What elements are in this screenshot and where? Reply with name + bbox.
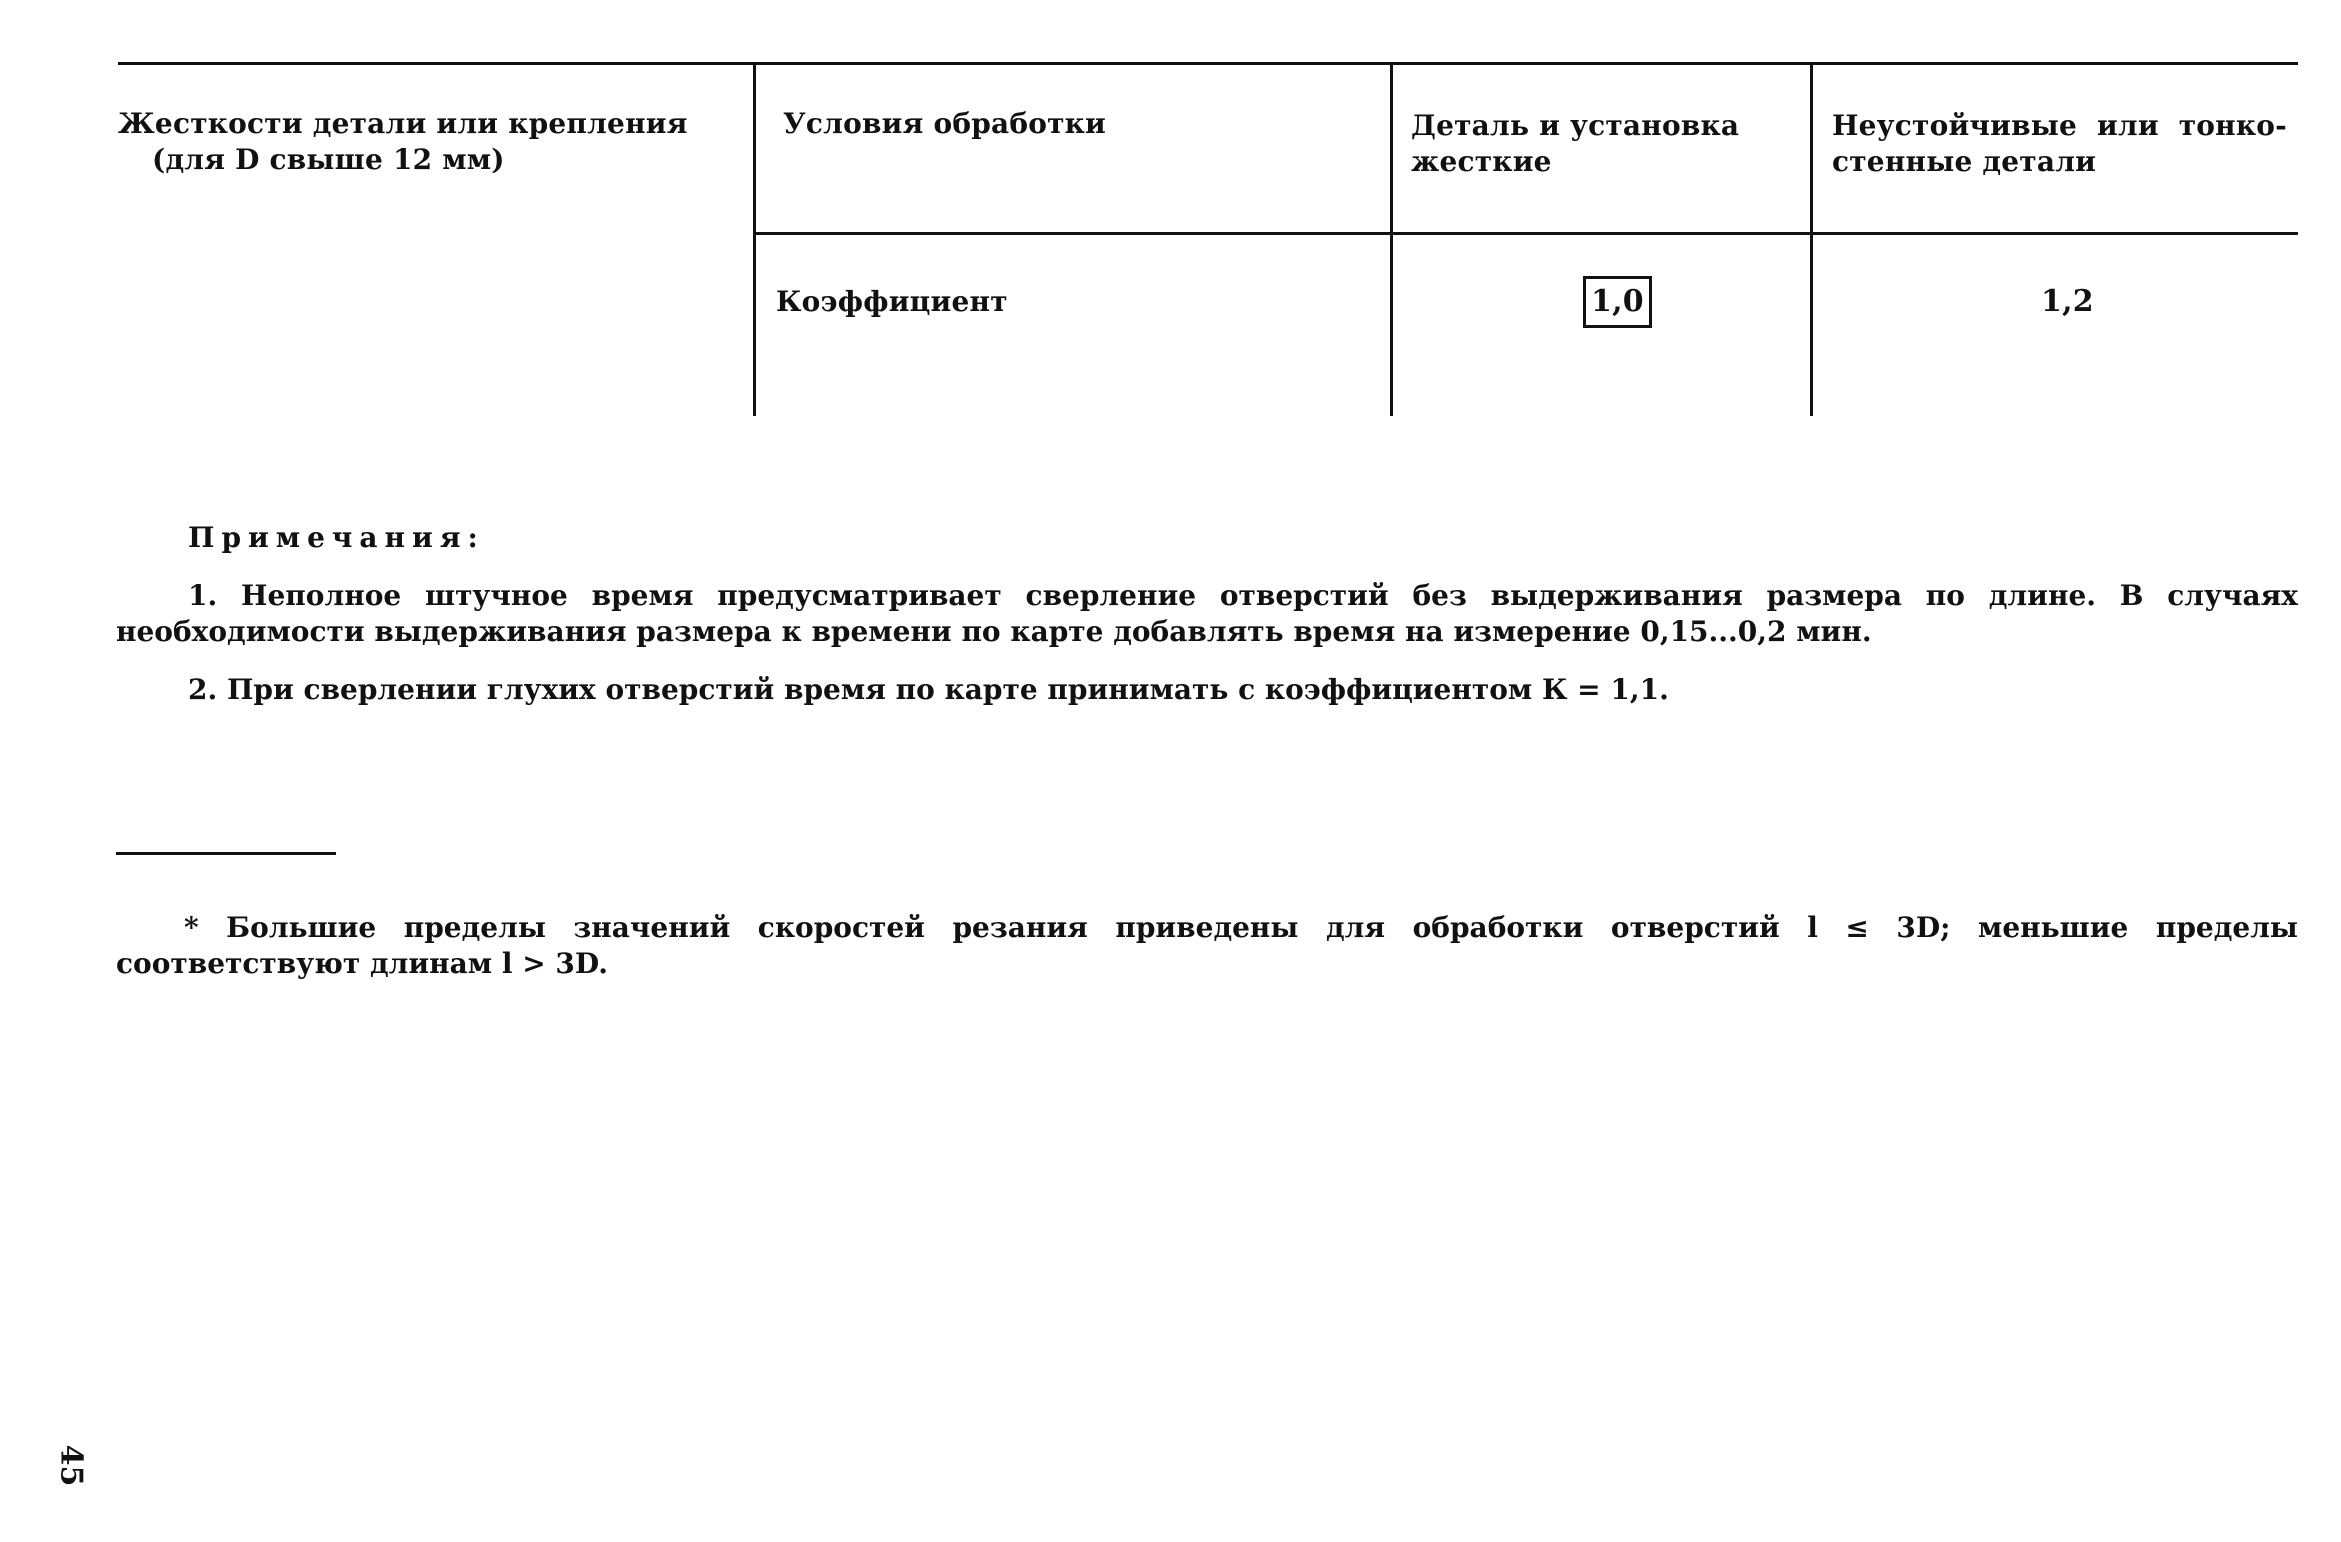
table-column-divider: [1390, 64, 1393, 416]
table-column-divider: [1810, 64, 1813, 416]
table-column-divider: [753, 64, 756, 416]
thin-header-line1: Неустойчивые или тонко-: [1832, 109, 2287, 142]
coefficient-rigid-value: 1,0: [1583, 276, 1652, 328]
page-number: 45: [53, 1444, 89, 1487]
footnote: * Большие пределы значений скоростей резания приведены для обработки отверстий l ≤ 3D; меньшие пределы соответствуют длинам l > 3D.: [116, 911, 2298, 980]
rigid-header-line2: жесткие: [1411, 145, 1552, 178]
notes-section: [116, 520, 2298, 730]
table-top-rule: [118, 62, 2298, 65]
note-2: 2. При сверлении глухих отверстий время по карте принимать с коэффициентом К = 1,1.: [188, 673, 1669, 706]
table-header-divider: [755, 232, 2298, 235]
rigidity-coefficient-table: [118, 62, 2298, 418]
thin-wall-header-cell: [1832, 108, 2287, 180]
note-1: 1. Неполное штучное время предусматривает сверление отверстий без выдерживания размера по длине. В случаях необходимости выдерживания размера к времени по карте добавлять время на измерение 0,15...0,2 мин.: [116, 579, 2298, 648]
rigidity-header-line1: Жесткости детали или крепления: [118, 107, 688, 140]
rigidity-header-line2: (для D свыше 12 мм): [152, 143, 505, 176]
coefficient-thin-value: 1,2: [2041, 284, 2094, 319]
coefficient-label-cell: Коэффициент: [776, 285, 1008, 318]
notes-title: Примечания:: [188, 521, 485, 554]
conditions-header-cell: Условия обработки: [783, 107, 1107, 140]
rigid-header-line1: Деталь и установка: [1411, 109, 1740, 142]
footnote-rule: [116, 852, 336, 855]
thin-header-line2: стенные детали: [1832, 145, 2097, 178]
rigidity-header-cell: [118, 106, 718, 178]
rigid-part-header-cell: [1411, 108, 1791, 180]
